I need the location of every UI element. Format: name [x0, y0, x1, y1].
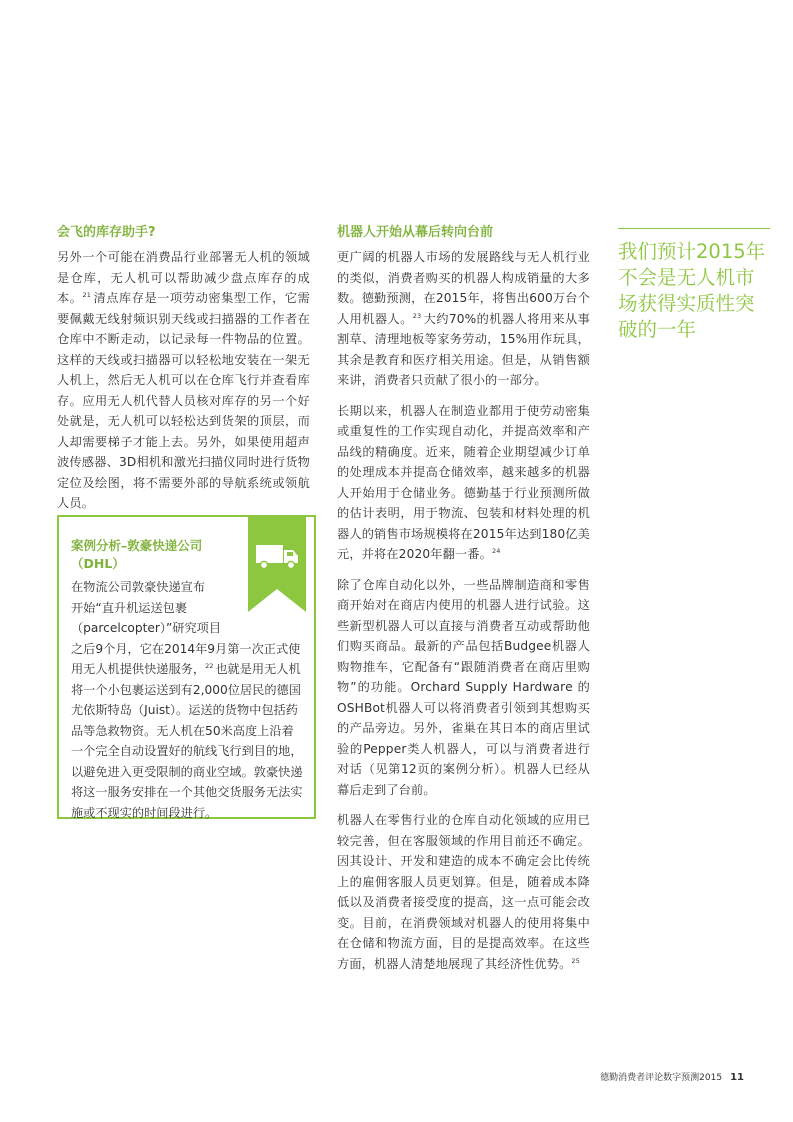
paragraph: 另外一个可能在消费品行业部署无人机的领域是仓库，无人机可以帮助减少盘点库存的成本。$^{21}$ 清点库存是一项劳动密集型工作，它需要佩戴无线射频识别天线或扫描器的工作者在仓库中不断走动，以记录每一件物品的位置。这样的天线或扫描器可以轻松地安装在一架无人机上，然后无人机可以在仓库飞行并查看库存。应用无人机代替人员核对库存的另一个好处就是，无人机可以轻松达到货架的顶层，而人却需要梯子才能上去。另外，如果使用超声波传感器、3D相机和激光扫描仪同时进行货物定位及绘图，将不需要外部的导航系统或领航人员。 [57, 250, 310, 510]
left-column [57, 224, 310, 524]
footnote-ref: 21 [82, 291, 92, 299]
page-number: 11 [730, 1072, 744, 1083]
paragraph: 机器人在零售行业的仓库自动化领域的应用已较完善，但在客服领域的作用目前还不确定。因其设计、开发和建造的成本不确定会比传统上的雇佣客服人员更划算。但是，随着成本降低以及消费者接受度的提高，这一点可能会改变。目前，在消费领域对机器人的使用将集中在仓储和物流方面，目的是提高效率。在这些方面，机器人清楚地展现了其经济性优势。$^{25}$ [337, 813, 590, 971]
page-footer [600, 1070, 744, 1083]
case-study-box [57, 515, 316, 819]
middle-column [337, 224, 590, 984]
footnote-ref: 24 [492, 547, 501, 555]
section-heading-drone-inventory: 会飞的库存助手? [57, 225, 156, 240]
footnote-ref: 25 [571, 956, 580, 965]
section-heading-robots: 机器人开始从幕后转向台前 [337, 225, 494, 240]
paragraph: 长期以来，机器人在制造业都用于使劳动密集或重复性的工作实现自动化，并提高效率和产品线的精确度。近来，随着企业期望减少订单的处理成本并提高仓储效率，越来越多的机器人开始用于仓储业务。德勤基于行业预测所做的估计表明，用于物流、包装和材料处理的机器人的销售市场规模将在2015年达到180亿美元，并将在2020年翻一番。$^{24}$ [337, 403, 590, 561]
case-study-title: 案例分析–敦豪快递公司（DHL） [71, 538, 203, 571]
paragraph: 除了仓库自动化以外，一些品牌制造商和零售商开始对在商店内使用的机器人进行试验。这些新型机器人可以直接与消费者互动或帮助他们购买商品。最新的产品包括Budgee机器人购物推车，它配备有“跟随消费者在商店里购物”的功能。Orchard Supply Hardware 的OSHBot机器人可以将消费者引领到其想购买的产品旁边。另外，雀巢在其日本的商店里试验的Pepper类人机器人，可以与消费者进行对话（见第12页的案例分析）。机器人已经从幕后走到了台前。 [337, 577, 590, 797]
footnote-ref: 23 [412, 311, 422, 320]
footnote-ref: 22 [205, 662, 214, 670]
pull-quote: 我们预计2015年不会是无人机市场获得实质性突破的一年 [618, 228, 770, 343]
publication-title: 德勤消费者评论数字预测2015 [600, 1073, 723, 1083]
case-study-text: 在物流公司敦豪快递宣布 开始“直升机运送包裹 （parcelcopter）”研究项目 之后9个月，它在2014年9月第一次正式使用无人机提供快递服务，$^{22}$ 也就是用无人机将一个小包裹运送到有2,000位居民的德国尤依斯特岛（Juist）。运送的货物中包括药品等急救物资。无人机在50米高度上沿着一个完全自动设置好的航线飞行到目的地，以避免进入更受限制的商业空域。敦豪快递将这一服务安排在一个其他交货服务无法实施或不现实的时间段进行。 [71, 580, 303, 820]
paragraph: 更广阔的机器人市场的发展路线与无人机行业的类似，消费者购买的机器人构成销量的大多数。德勤预测，在2015年，将售出600万台个人用机器人。$^{23}$ 大约70%的机器人将用来从事割草、清理地板等家务劳动，15%用作玩具，其余是教育和医疗相关用途。但是，从销售额来讲，消费者只贡献了很小的一部分。 [337, 250, 590, 387]
